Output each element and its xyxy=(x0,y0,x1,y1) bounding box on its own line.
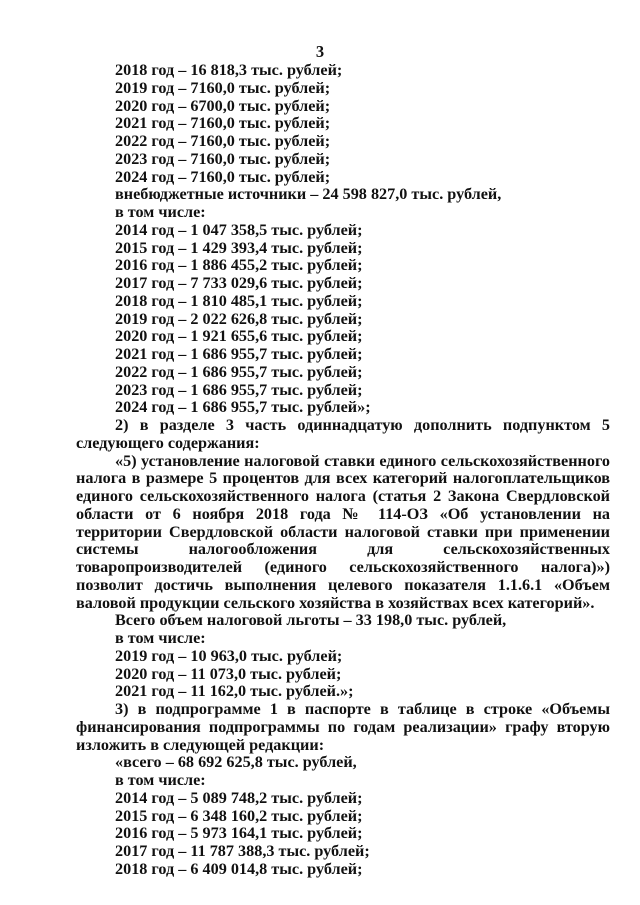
list-item: в том числе: xyxy=(115,203,206,221)
paragraph-section-3: 2) в разделе 3 часть одиннадцатую дополнить подпунктом 5 следующего содержания: xyxy=(76,416,610,452)
page-number: 3 xyxy=(315,42,325,61)
document-body xyxy=(76,62,610,879)
list-item: 2015 год – 6 348 160,2 тыс. рублей; xyxy=(115,806,363,825)
paragraph-item-5: «5) установление налоговой ставки единого сельскохозяйственного налога в размере 5 процентов для всех категорий налогоплательщиков единого сельскохозяйственного налога (статья 2 Закона Свердловской области от 6 ноября 2018 года № 114-ОЗ «Об установлении на территории Свердловской области налоговой ставки при применении системы налогообложения для сельскохозяйственных товаропроизводителей (единого сельскохозяйственного налога)») позволит достичь выполнения целевого показателя 1.1.6.1 «Объем валовой продукции сельского хозяйства в хозяйствах всех категорий». xyxy=(76,451,610,612)
list-item: 2023 год – 1 686 955,7 тыс. рублей; xyxy=(115,380,363,399)
list-item: 2024 год – 7160,0 тыс. рублей; xyxy=(115,167,331,186)
list-item: 2020 год – 1 921 655,6 тыс. рублей; xyxy=(115,327,363,346)
tax-relief-list xyxy=(76,612,610,701)
list-item: Всего объем налоговой льготы – 33 198,0 тыс. рублей, xyxy=(115,611,507,630)
list-item: 2019 год – 10 963,0 тыс. рублей; xyxy=(115,646,343,665)
list-item: 2024 год – 1 686 955,7 тыс. рублей»; xyxy=(115,398,371,417)
list-item: в том числе: xyxy=(115,629,206,647)
funding-list-1 xyxy=(76,62,610,417)
list-item: 2019 год – 2 022 626,8 тыс. рублей; xyxy=(115,309,363,328)
funding-list-2 xyxy=(76,754,610,878)
list-item: 2018 год – 6 409 014,8 тыс. рублей; xyxy=(115,859,363,878)
list-item: 2023 год – 7160,0 тыс. рублей; xyxy=(115,149,331,168)
list-item: 2021 год – 11 162,0 тыс. рублей.»; xyxy=(115,682,354,701)
list-item: 2021 год – 7160,0 тыс. рублей; xyxy=(115,114,331,133)
list-item: 2016 год – 1 886 455,2 тыс. рублей; xyxy=(115,256,363,275)
list-item: «всего – 68 692 625,8 тыс. рублей, xyxy=(115,753,357,772)
list-item: 2021 год – 1 686 955,7 тыс. рублей; xyxy=(115,345,363,363)
list-item: 2020 год – 6700,0 тыс. рублей; xyxy=(115,96,331,115)
list-item: 2018 год – 1 810 485,1 тыс. рублей; xyxy=(115,291,363,310)
list-item: 2022 год – 7160,0 тыс. рублей; xyxy=(115,132,331,150)
list-item: в том числе: xyxy=(115,771,206,789)
list-item: 2017 год – 7 733 029,6 тыс. рублей; xyxy=(115,274,363,292)
list-item: 2020 год – 11 073,0 тыс. рублей; xyxy=(115,664,342,683)
list-item: 2014 год – 1 047 358,5 тыс. рублей; xyxy=(115,220,363,239)
list-item: 2018 год – 16 818,3 тыс. рублей; xyxy=(115,61,343,79)
list-item: 2017 год – 11 787 388,3 тыс. рублей; xyxy=(115,842,370,860)
paragraph-subprogram-1: 3) в подпрограмме 1 в паспорте в таблице в строке «Объемы финансирования подпрограммы по годам реализации» графу вторую изложить в следующей редакции: xyxy=(76,700,610,754)
list-item: 2019 год – 7160,0 тыс. рублей; xyxy=(115,78,331,97)
list-item: 2014 год – 5 089 748,2 тыс. рублей; xyxy=(115,788,363,807)
list-item: 2016 год – 5 973 164,1 тыс. рублей; xyxy=(115,824,363,843)
list-item: 2015 год – 1 429 393,4 тыс. рублей; xyxy=(115,238,363,257)
list-item: внебюджетные источники – 24 598 827,0 тыс. рублей, xyxy=(115,185,502,204)
list-item: 2022 год – 1 686 955,7 тыс. рублей; xyxy=(115,362,363,381)
